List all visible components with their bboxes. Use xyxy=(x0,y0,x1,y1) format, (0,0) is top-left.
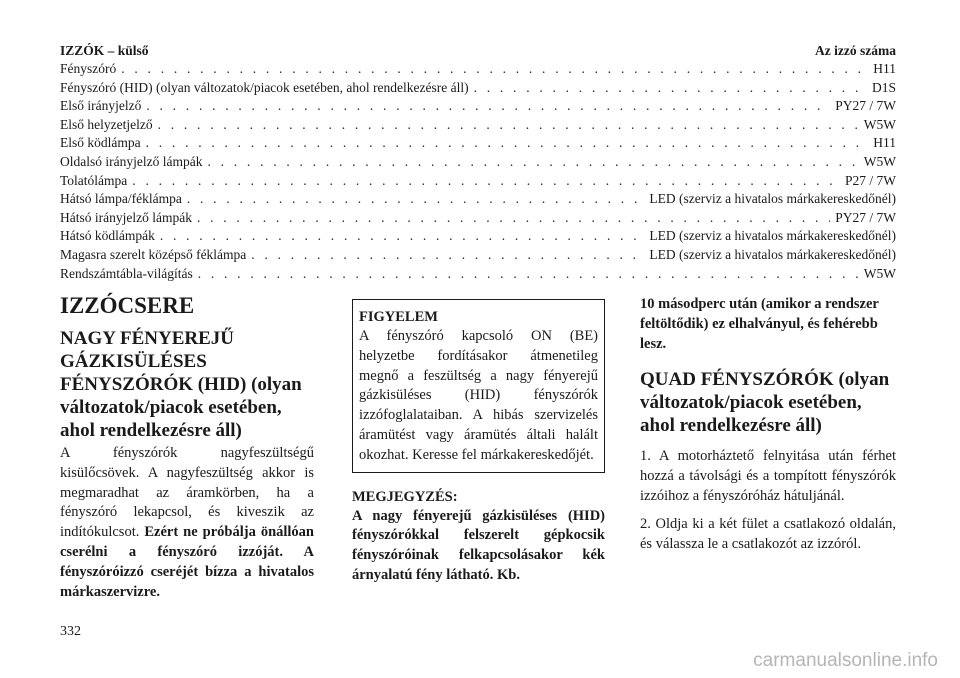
step-1: 1. A motorháztető felnyitása után férhet hozzá a távolsági és a tompított fényszórók izzóihoz a fényszóróház hátuljánál. xyxy=(640,448,896,504)
row-value: W5W xyxy=(863,153,896,169)
row-label: Magasra szerelt középső féklámpa xyxy=(60,246,247,262)
row-label: Első helyzetjelző xyxy=(60,116,153,132)
warning-title: FIGYELEM xyxy=(359,309,438,325)
note-text: A nagy fényerejű gázkisüléses (HID) fényszórókkal felszerelt gépkocsik fényszóróinak felkapcsolásakor kék árnyalatú fény látható. Kb. xyxy=(352,507,605,583)
row-value: PY27 / 7W xyxy=(835,98,896,114)
note-title: MEGJEGYZÉS: xyxy=(352,488,458,505)
row-value: LED (szerviz a hivatalos márkakereskedőnél) xyxy=(649,228,896,244)
row-label: Első irányjelző xyxy=(60,98,142,114)
row-value: LED (szerviz a hivatalos márkakereskedőnél) xyxy=(649,246,896,262)
row-value: LED (szerviz a hivatalos márkakereskedőnél) xyxy=(649,191,896,207)
dot-leader xyxy=(474,79,867,98)
bulb-table-header-right: Az izzó száma xyxy=(815,43,896,58)
dot-leader xyxy=(146,97,830,116)
middle-column xyxy=(352,292,605,586)
hid-description xyxy=(60,444,314,602)
row-label: Hátsó ködlámpák xyxy=(60,228,155,244)
row-label: Tolatólámpa xyxy=(60,172,128,188)
hid-description-text: A fényszórók nagyfeszültségű kisülőcsövek. A nagyfeszültség akkor is megmaradhat az áramkörben, ha a fényszóró lekapcsol, és kiveszik az indítókulcsot. xyxy=(60,445,314,541)
watermark: carmanualsonline.info xyxy=(753,650,938,671)
table-row xyxy=(60,172,896,191)
row-value: PY27 / 7W xyxy=(835,209,896,225)
quad-headlamp-title: QUAD FÉNYSZÓRÓK (olyan változatok/piacok esetében, ahol rendelkezésre áll) xyxy=(640,369,890,437)
table-row xyxy=(60,265,896,284)
table-row xyxy=(60,209,896,228)
dot-leader xyxy=(132,172,840,191)
row-label: Fényszóró (HID) (olyan változatok/piacok esetében, ahol rendelkezésre áll) xyxy=(60,79,469,95)
row-label: Hátsó irányjelző lámpák xyxy=(60,209,192,225)
row-value: P27 / 7W xyxy=(844,172,896,188)
table-row xyxy=(60,97,896,116)
row-label: Fényszóró xyxy=(60,61,117,76)
page-number: 332 xyxy=(60,624,81,639)
row-value: D1S xyxy=(871,79,896,95)
row-value: W5W xyxy=(863,265,896,281)
dot-leader xyxy=(197,209,830,228)
row-label: Oldalsó irányjelző lámpák xyxy=(60,153,203,169)
row-label: Rendszámtábla-világítás xyxy=(60,265,193,281)
table-row xyxy=(60,79,896,98)
bulb-table-header-left: IZZÓK – külső xyxy=(60,43,149,58)
dot-leader xyxy=(198,265,859,284)
table-row xyxy=(60,60,896,79)
table-row xyxy=(60,190,896,209)
section-title: IZZÓCSERE xyxy=(60,293,195,318)
left-column xyxy=(60,292,314,602)
note-continuation: 10 másodperc után (amikor a rendszer feltöltődik) ez elhalványul, és fehérebb lesz. xyxy=(640,296,879,352)
table-row xyxy=(60,134,896,153)
dot-leader xyxy=(146,134,869,153)
dot-leader xyxy=(207,153,858,172)
dot-leader xyxy=(121,60,868,79)
right-column xyxy=(640,292,896,562)
row-label: Hátsó lámpa/féklámpa xyxy=(60,191,182,207)
row-label: Első ködlámpa xyxy=(60,135,141,151)
dot-leader xyxy=(158,116,859,135)
dot-leader xyxy=(251,246,644,265)
table-row xyxy=(60,227,896,246)
bulb-table xyxy=(60,60,896,283)
step-2: 2. Oldja ki a két fület a csatlakozó oldalán, és válassza le a csatlakozót az izzóról. xyxy=(640,515,896,552)
dot-leader xyxy=(160,227,645,246)
warning-box xyxy=(352,299,605,473)
table-row xyxy=(60,116,896,135)
hid-headlamp-title: NAGY FÉNYEREJŰ GÁZKISÜLÉSES FÉNYSZÓRÓK (HID) (olyan változatok/piacok esetében, ahol rendelkezésre áll) xyxy=(60,328,302,441)
table-row xyxy=(60,246,896,265)
row-value: H11 xyxy=(873,135,896,151)
bulb-table-header xyxy=(60,42,896,60)
warning-text: A fényszóró kapcsoló ON (BE) helyzetbe fordításakor átmenetileg megnő a feszültség a nagy fényerejű gázkisüléses (HID) fényszórók izzófoglalataiban. A hibás szervizelés áramütést vagy áramütés általi halált okozhat. Keresse fel márkakereskedőjét. xyxy=(359,328,598,463)
hid-description-bold: Ezért ne próbálja önállóan cserélni a fényszóró izzóját. A fényszóróizzó cseréjét bízza a hivatalos márkaszervizre. xyxy=(60,524,315,600)
dot-leader xyxy=(187,190,645,209)
row-value: W5W xyxy=(863,116,896,132)
row-value: H11 xyxy=(873,61,896,76)
table-row xyxy=(60,153,896,172)
